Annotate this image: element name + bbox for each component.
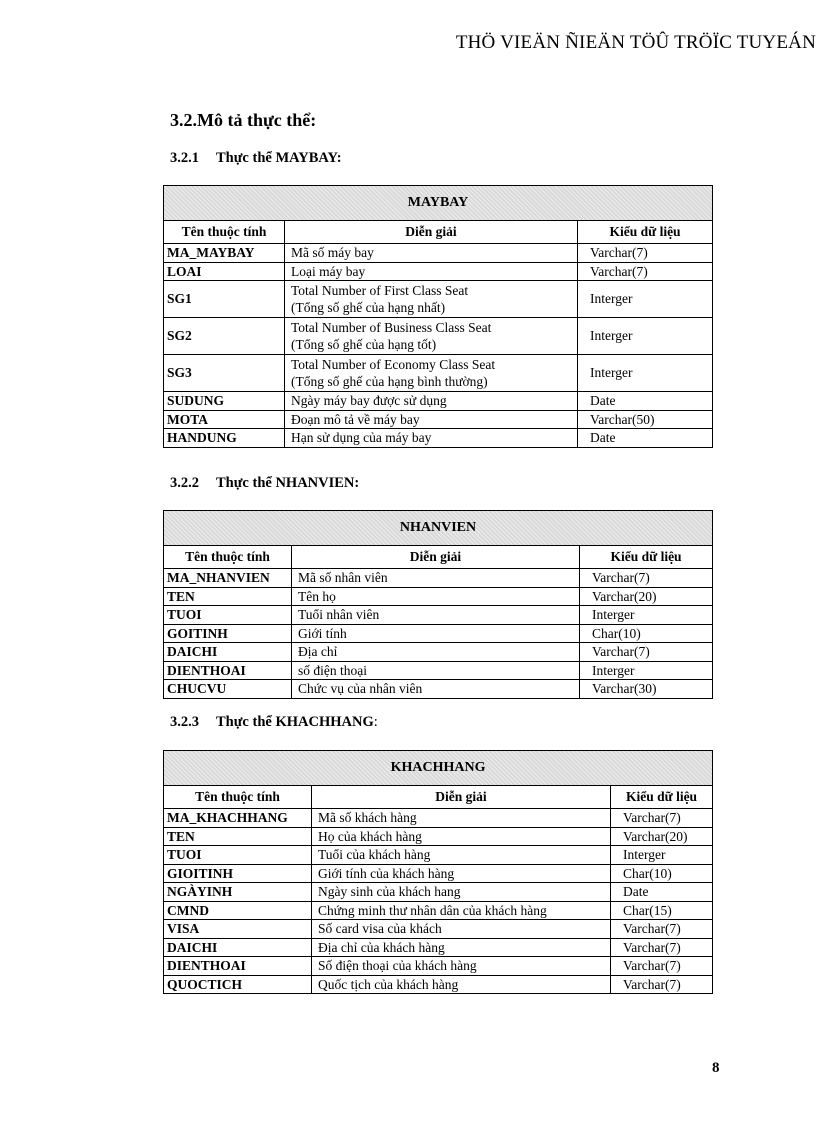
entity-table-nhanvien [163,510,713,699]
description-cell [312,864,611,883]
datatype-cell: Varchar(20) [580,587,713,606]
table-row [164,355,713,392]
column-header-attribute: Tên thuộc tính [164,786,312,809]
description-cell [312,975,611,994]
table-row [164,883,713,902]
datatype-cell: Char(15) [611,901,713,920]
description-line: Số card visa của khách [318,921,442,936]
description-cell [285,392,578,411]
datatype-cell: Interger [578,318,713,355]
description-line: Total Number of First Class Seat [291,282,469,298]
datatype-cell: Interger [578,355,713,392]
description-line: Địa chỉ [298,644,338,659]
attribute-name-cell: SG3 [164,355,285,392]
table-row [164,429,713,448]
description-cell [312,846,611,865]
description-cell [292,606,580,625]
attribute-name-cell: DIENTHOAI [164,957,312,976]
entity-table-khachhang [163,750,713,994]
table-row [164,244,713,263]
datatype-cell: Char(10) [611,864,713,883]
attribute-name-cell: TUOI [164,846,312,865]
description-line: Quốc tịch của khách hàng [318,976,459,992]
table-title: NHANVIEN [164,511,713,546]
table-row [164,938,713,957]
table-title: KHACHHANG [164,751,713,786]
column-header-attribute: Tên thuộc tính [164,546,292,569]
description-cell [312,938,611,957]
section-title: 3.2.Mô tả thực thể: [170,110,317,130]
table-row [164,901,713,920]
datatype-cell: Varchar(7) [611,975,713,994]
description-line: Loại máy bay [291,263,366,279]
page-header: THÖ VIEÄN ÑIEÄN TÖÛ TRÖÏC TUYEÁN [455,32,816,53]
datatype-cell: Interger [580,606,713,625]
attribute-name-cell: HANDUNG [164,429,285,448]
description-cell [292,661,580,680]
datatype-cell: Varchar(20) [611,827,713,846]
description-line: (Tổng số ghế của hạng tốt) [291,337,437,352]
description-line: Mã số nhân viên [298,570,388,585]
table-row [164,957,713,976]
datatype-cell: Varchar(7) [611,938,713,957]
attribute-name-cell: TEN [164,827,312,846]
entity-table-maybay [163,185,713,448]
datatype-cell: Interger [611,846,713,865]
table-row [164,809,713,828]
table-row [164,643,713,662]
column-header-datatype: Kiểu dữ liệu [580,546,713,569]
description-cell [285,355,578,392]
description-cell [312,827,611,846]
attribute-name-cell: DAICHI [164,938,312,957]
datatype-cell: Date [578,429,713,448]
description-line: Giới tính [298,625,347,641]
table-row [164,262,713,281]
description-line: Họ của khách hàng [318,828,422,844]
table-row [164,569,713,588]
table-title: MAYBAY [164,186,713,221]
table-row [164,661,713,680]
subsection-title: Thực thể KHACHHANG [216,714,374,730]
attribute-name-cell: MOTA [164,410,285,429]
attribute-name-cell: CMND [164,901,312,920]
table-row [164,975,713,994]
datatype-cell: Interger [578,281,713,318]
description-line: Chứng minh thư nhân dân của khách hàng [318,902,547,918]
attribute-name-cell: TEN [164,587,292,606]
description-line: Tuổi nhân viên [298,607,380,622]
table-row [164,680,713,699]
description-cell [285,244,578,263]
attribute-name-cell: TUOI [164,606,292,625]
description-line: (Tổng số ghế của hạng bình thường) [291,374,488,389]
description-cell [312,957,611,976]
table-title-row [164,186,713,221]
datatype-cell: Varchar(7) [611,957,713,976]
table-row [164,410,713,429]
subsection-number: 3.2.3 [170,714,199,730]
table-row [164,392,713,411]
column-header-description: Diễn giải [292,546,580,569]
attribute-name-cell: GOITINH [164,624,292,643]
description-cell [285,281,578,318]
description-cell [312,883,611,902]
attribute-name-cell: SUDUNG [164,392,285,411]
table-row [164,827,713,846]
attribute-name-cell: NGÀYINH [164,883,312,902]
subsection-number: 3.2.2 [170,475,199,491]
description-line: Hạn sử dụng của máy bay [291,430,432,445]
datatype-cell: Varchar(7) [611,920,713,939]
description-line: số điện thoại [298,662,367,678]
description-cell [285,410,578,429]
description-cell [312,809,611,828]
datatype-cell: Char(10) [580,624,713,643]
subsection-heading-nhanvien [170,475,359,492]
description-cell [285,318,578,355]
subsection-title: Thực thể MAYBAY: [216,150,342,166]
datatype-cell: Date [611,883,713,902]
description-cell [285,262,578,281]
description-line: Tuổi của khách hàng [318,847,431,862]
description-line: Total Number of Business Class Seat [291,319,492,335]
attribute-name-cell: LOAI [164,262,285,281]
datatype-cell: Varchar(7) [580,569,713,588]
subsection-heading-khachhang [170,714,378,731]
description-cell [285,429,578,448]
attribute-name-cell: SG2 [164,318,285,355]
column-header-datatype: Kiểu dữ liệu [578,221,713,244]
column-header-description: Diễn giải [312,786,611,809]
table-header-row [164,221,713,244]
attribute-name-cell: SG1 [164,281,285,318]
column-header-datatype: Kiểu dữ liệu [611,786,713,809]
description-cell [312,901,611,920]
description-cell [292,587,580,606]
attribute-name-cell: MA_NHANVIEN [164,569,292,588]
description-cell [292,569,580,588]
datatype-cell: Date [578,392,713,411]
description-line: Mã số máy bay [291,245,374,260]
description-line: Chức vụ của nhân viên [298,681,423,696]
description-line: Tên họ [298,588,336,604]
datatype-cell: Varchar(7) [580,643,713,662]
table-header-row [164,546,713,569]
attribute-name-cell: QUOCTICH [164,975,312,994]
column-header-description: Diễn giải [285,221,578,244]
subsection-heading-maybay [170,150,342,167]
datatype-cell: Interger [580,661,713,680]
description-line: Ngày sinh của khách hang [318,884,461,899]
description-line: Mã số khách hàng [318,810,417,825]
subsection-number: 3.2.1 [170,150,199,166]
page-number: 8 [712,1060,720,1076]
table-row [164,846,713,865]
attribute-name-cell: MA_MAYBAY [164,244,285,263]
description-line: Total Number of Economy Class Seat [291,356,496,372]
table-row [164,318,713,355]
description-line: Giới tính của khách hàng [318,865,455,881]
table-row [164,864,713,883]
description-line: (Tổng số ghế của hạng nhất) [291,300,446,315]
attribute-name-cell: CHUCVU [164,680,292,699]
subsection-title: Thực thể NHANVIEN: [216,475,360,491]
description-line: Ngày máy bay được sử dụng [291,393,447,408]
datatype-cell: Varchar(7) [578,262,713,281]
subsection-title-suffix: : [373,714,378,730]
description-cell [292,624,580,643]
description-line: Địa chỉ của khách hàng [318,939,445,955]
datatype-cell: Varchar(7) [578,244,713,263]
table-row [164,587,713,606]
datatype-cell: Varchar(30) [580,680,713,699]
attribute-name-cell: GIOITINH [164,864,312,883]
attribute-name-cell: DAICHI [164,643,292,662]
table-row [164,624,713,643]
attribute-name-cell: VISA [164,920,312,939]
attribute-name-cell: DIENTHOAI [164,661,292,680]
description-line: Đoạn mô tả về máy bay [291,411,420,427]
table-row [164,606,713,625]
attribute-name-cell: MA_KHACHHANG [164,809,312,828]
table-row [164,920,713,939]
description-cell [312,920,611,939]
description-cell [292,680,580,699]
datatype-cell: Varchar(50) [578,410,713,429]
description-cell [292,643,580,662]
table-title-row [164,751,713,786]
datatype-cell: Varchar(7) [611,809,713,828]
table-row [164,281,713,318]
column-header-attribute: Tên thuộc tính [164,221,285,244]
table-title-row [164,511,713,546]
table-header-row [164,786,713,809]
description-line: Số điện thoại của khách hàng [318,958,477,973]
